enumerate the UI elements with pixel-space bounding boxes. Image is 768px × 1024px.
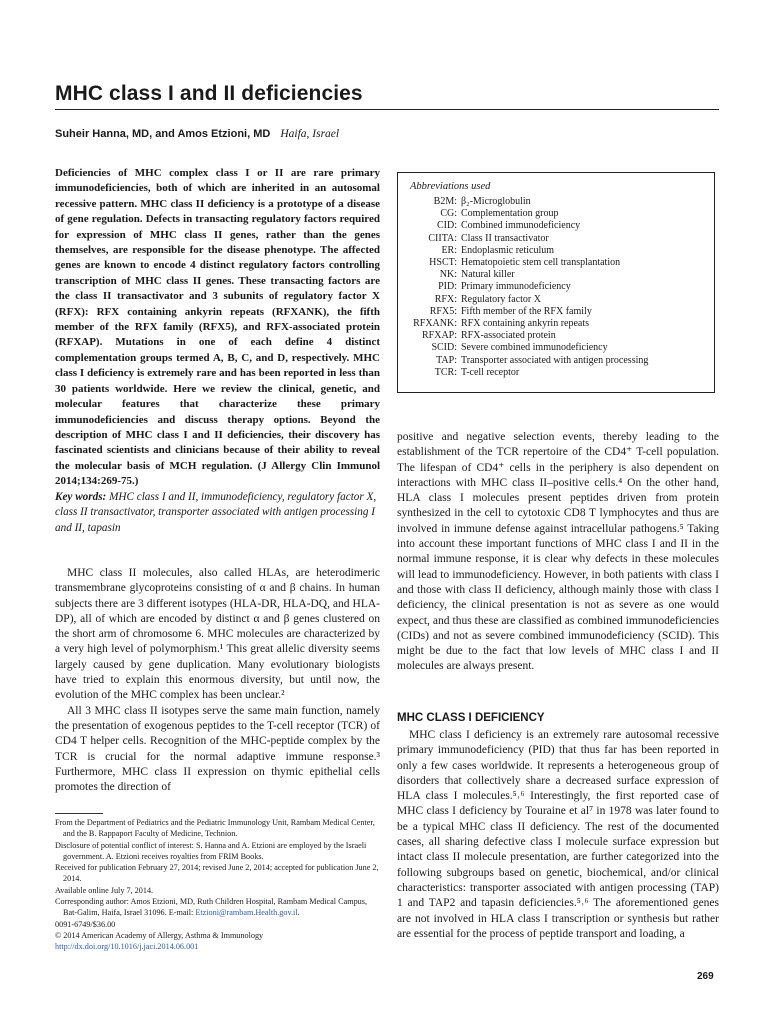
abbreviation-row bbox=[404, 318, 648, 330]
abbreviation-row bbox=[404, 245, 648, 257]
title-rule bbox=[55, 109, 719, 110]
affiliation: Haifa, Israel bbox=[280, 128, 340, 140]
abbreviation-meaning: Transporter associated with antigen processing bbox=[461, 354, 649, 366]
abbreviation-row bbox=[404, 257, 648, 269]
abbreviation-code: CG: bbox=[440, 208, 457, 220]
body-paragraph: MHC class II molecules, also called HLAs, are heterodimeric transmembrane glycoproteins consisting of α and β chains. In human subjects there are 3 different isotypes (HLA-DR, HLA-DQ, and HLA-DP), all of which are encoded by distinct α and β genes clustered on the short arm of chromosome 6. MHC molecules are characterized by a very high level of polymorphism.¹ This great allelic diversity seems largely caused by gene duplication. Many evolutionary biologists have tried to explain this enormous diversity, but until now, the evolution of the MHC complex has been unclear.² bbox=[55, 567, 380, 702]
abbreviation-row bbox=[404, 367, 648, 379]
footnote: Disclosure of potential conflict of interest: S. Hanna and A. Etzioni are employed by the Israeli government. A. Etzioni receives royalties from FRIM Books. bbox=[55, 840, 367, 861]
abbreviation-meaning: β₂-Microglobulin bbox=[461, 196, 531, 207]
abbreviation-code: B2M: bbox=[433, 196, 457, 207]
abbreviation-meaning: Severe combined immunodeficiency bbox=[461, 342, 608, 354]
body-paragraph: MHC class I deficiency is an extremely rare autosomal recessive primary immunodeficiency (PID) that thus far has been reported in only a few cases worldwide. It represents a heterogeneous group of disorders that collectively share a decreased surface expression of HLA class I molecules.⁵˒⁶ Interestingly, the first reported case of MHC class I deficiency by Touraine et al⁷ in 1978 was later found to be a typical MHC class II deficiency. The rest of the documented cases, all sharing defective class I molecule surface expression but intact class II molecule presentation, are further categorized into the following subgroups based on genetic, biochemical, and/or clinical characteristics: transporter associated with antigen processing (TAP) 1 and TAP2 and tapasin deficiencies.⁵˒⁶ The aforementioned genes are not involved in HLA class I transcription or synthesis but rather are essential for the process of peptide transport and loading, a bbox=[397, 729, 719, 940]
abbreviation-meaning: Hematopoietic stem cell transplantation bbox=[461, 257, 621, 269]
abstract: Deficiencies of MHC complex class I or II are rare primary immunodeficiencies, both of which are inherited in an autosomal recessive pattern. MHC class II deficiency is a prototype of a disease of gene regulation. Defects in transacting regulatory factors required for expression of MHC class II genes, rather than the genes themselves, are responsible for the disease phenotype. The affected genes are known to encode 4 distinct regulatory factors controlling transcription of MHC class II genes. These transacting factors are the class II transactivator and 3 subunits of regulatory factor X (RFX): RFX containing ankyrin repeats (RFXANK), the fifth member of the RFX family (RFX5), and RFX-associated protein (RFXAP). Mutations in one of each define 4 distinct complementation groups termed A, B, C, and D, respectively. MHC class I deficiency is extremely rare and has been reported in less than 30 patients worldwide. Here we review the clinical, genetic, and molecular features that characterize these primary immunodeficiencies and discuss therapy options. Beyond the description of MHC class I and II deficiencies, their discovery has fascinated scientists and clinicians because of their ability to reveal the molecular basis of MCH regulation. (J Allergy Clin Immunol 2014;134:269-75.) bbox=[55, 167, 380, 488]
left-column-body bbox=[55, 566, 380, 795]
body-paragraph: All 3 MHC class II isotypes serve the same main function, namely the presentation of exogenous peptides to the T-cell receptor (TCR) of CD4 T helper cells. Recognition of the MHC-peptide complex by the TCR is crucial for the normal adaptive immune response.³ Furthermore, MHC class II expression on thymic epithelial cells promotes the direction of bbox=[55, 704, 380, 794]
abbreviation-meaning: Complementation group bbox=[461, 208, 559, 220]
keywords bbox=[55, 490, 380, 536]
keywords-label: Key words: bbox=[55, 491, 107, 503]
abbreviations-list bbox=[404, 196, 648, 379]
abbreviation-meaning: RFX-associated protein bbox=[461, 330, 556, 342]
abbreviation-code: ER: bbox=[441, 244, 457, 256]
abbreviation-meaning: Primary immunodeficiency bbox=[461, 281, 571, 293]
abbreviation-code: SCID: bbox=[431, 342, 457, 354]
abbreviation-meaning: Regulatory factor X bbox=[461, 293, 541, 305]
abbreviation-row bbox=[404, 281, 648, 293]
abbreviation-meaning: RFX containing ankyrin repeats bbox=[461, 318, 590, 330]
abbreviation-code: RFX: bbox=[434, 293, 457, 305]
footnote: © 2014 American Academy of Allergy, Asthma & Immunology bbox=[55, 930, 264, 940]
abbreviation-row bbox=[404, 330, 648, 342]
abbreviation-row bbox=[404, 342, 648, 354]
abbreviation-row bbox=[404, 196, 648, 208]
keywords-text: MHC class I and II, immunodeficiency, regulatory factor X, class II transactivator, transporter associated with antigen processing I and II, tapasin bbox=[55, 491, 377, 534]
article-title: MHC class I and II deficiencies bbox=[55, 82, 363, 105]
right-column-body bbox=[397, 430, 719, 675]
footnote-corresponding: Corresponding author: Amos Etzioni, MD, Ruth Children Hospital, Rambam Medical Campus, Bat-Galim, Haifa, Israel 31096. E-mail: Etzioni@rambam.Health.gov.il. bbox=[55, 897, 368, 918]
abbreviation-row bbox=[404, 269, 648, 281]
section-heading: MHC CLASS I DEFICIENCY bbox=[397, 712, 545, 724]
footnote: From the Department of Pediatrics and the Pediatric Immunology Unit, Rambam Medical Center, and the B. Rappaport Faculty of Medicine, Technion. bbox=[55, 818, 375, 839]
abbreviation-code: NK: bbox=[439, 269, 457, 281]
doi-link[interactable]: http://dx.doi.org/10.1016/j.jaci.2014.06.001 bbox=[55, 942, 199, 952]
abbreviation-meaning: Natural killer bbox=[461, 269, 515, 281]
abbreviation-code: CID: bbox=[437, 220, 457, 232]
abbreviation-code: PID: bbox=[438, 281, 457, 293]
authors: Suheir Hanna, MD, and Amos Etzioni, MD bbox=[55, 128, 271, 140]
abbreviation-meaning: T-cell receptor bbox=[461, 366, 520, 378]
corresponding-text: Corresponding author: Amos Etzioni, MD, Ruth Children Hospital, Rambam Medical Campus, Bat-Galim, Haifa, Israel 31096. E-mail: bbox=[55, 897, 368, 918]
abbreviation-code: TAP: bbox=[436, 354, 457, 366]
abbreviation-code: RFXAP: bbox=[421, 330, 457, 342]
abbreviation-code: CIITA: bbox=[428, 232, 457, 244]
footnote: Available online July 7, 2014. bbox=[55, 885, 154, 895]
abbreviation-code: HSCT: bbox=[429, 257, 457, 269]
abbreviation-meaning: Endoplasmic reticulum bbox=[461, 244, 555, 256]
footnote-doi bbox=[55, 941, 380, 952]
section-body bbox=[397, 728, 719, 942]
abbreviation-row bbox=[404, 306, 648, 318]
footnote: 0091-6749/$36.00 bbox=[55, 919, 116, 929]
footnote-rule bbox=[55, 813, 103, 814]
abbreviation-meaning: Fifth member of the RFX family bbox=[461, 305, 592, 317]
body-paragraph: positive and negative selection events, thereby leading to the establishment of the TCR repertoire of the CD4⁺ T-cell population. The lifespan of CD4⁺ cells in the periphery is also dependent on interactions with MHC class II–positive cells.⁴ On the other hand, HLA class I molecules present peptides driven from protein synthesized in the cell to cytotoxic CD8 T lymphocytes and thus are involved in immune defense against intracellular pathogens.⁵ Taking into account these important functions of MHC class I and II in the normal immune response, it is clear why defects in these molecules will lead to immunodeficiency. However, in both patients with class I and those with class II deficiency, although mainly those with class I deficiency, the clinical presentation is not as severe as one would expect, and thus these are classified as combined immunodeficiencies (CIDs) and not as severe combined immunodeficiency (SCID). This might be due to the fact that low levels of MHC class I and II molecules are always present. bbox=[397, 431, 719, 673]
footnote: Received for publication February 27, 2014; revised June 2, 2014; accepted for publication June 2, 2014. bbox=[55, 863, 379, 884]
email-link[interactable]: Etzioni@rambam.Health.gov.il bbox=[195, 908, 298, 918]
abbreviations-box bbox=[397, 172, 715, 393]
author-line bbox=[55, 128, 339, 140]
abbreviation-row bbox=[404, 294, 648, 306]
abbreviation-code: RFXANK: bbox=[413, 318, 457, 330]
abbreviation-row bbox=[404, 355, 648, 367]
abbreviation-code: TCR: bbox=[434, 366, 457, 378]
abbreviation-row bbox=[404, 208, 648, 220]
abbreviation-meaning: Combined immunodeficiency bbox=[461, 220, 581, 232]
abbreviation-meaning: Class II transactivator bbox=[461, 232, 549, 244]
page-number: 269 bbox=[697, 971, 714, 982]
abbreviation-code: RFX5: bbox=[429, 305, 457, 317]
footnotes bbox=[55, 817, 380, 953]
abbreviation-row bbox=[404, 233, 648, 245]
abbreviations-heading: Abbreviations used bbox=[410, 181, 491, 192]
abbreviation-row bbox=[404, 220, 648, 232]
